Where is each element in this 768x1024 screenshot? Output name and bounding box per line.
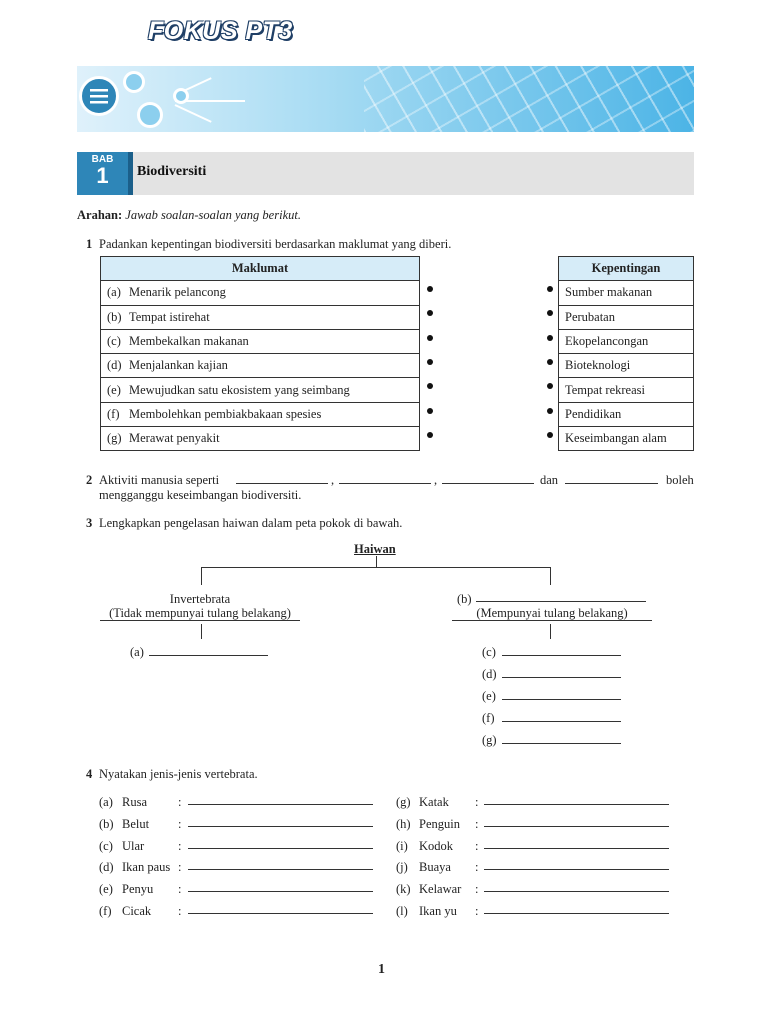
tree-right-item-label: (c) bbox=[482, 645, 496, 659]
maklumat-table bbox=[100, 256, 420, 451]
tree-right-item-label: (d) bbox=[482, 667, 497, 681]
tree-left-blank[interactable] bbox=[149, 655, 268, 656]
tree-right-sub: (Mempunyai tulang belakang) bbox=[476, 606, 628, 620]
banner-bubble bbox=[123, 71, 145, 93]
maklumat-row bbox=[101, 305, 420, 329]
maklumat-row bbox=[101, 402, 420, 426]
q4-item-blank[interactable] bbox=[484, 869, 669, 870]
q4-item-label: (g) bbox=[396, 795, 411, 809]
q4-item-colon: : bbox=[475, 904, 479, 918]
q4-item-label: (a) bbox=[99, 795, 113, 809]
q4-item-name: Penyu bbox=[122, 882, 154, 897]
q2-blank-3[interactable] bbox=[442, 483, 534, 484]
q2-blank-2[interactable] bbox=[339, 483, 431, 484]
q4-item-colon: : bbox=[178, 904, 182, 918]
page-number: 1 bbox=[378, 962, 385, 977]
q4-item-colon: : bbox=[475, 816, 479, 831]
q4-item-colon: : bbox=[178, 882, 182, 897]
q4-item-name: Ikan paus bbox=[122, 860, 171, 875]
menu-icon bbox=[79, 76, 119, 116]
q1-number: 1 bbox=[86, 237, 93, 251]
q4-item-blank[interactable] bbox=[188, 826, 373, 827]
kepentingan-row bbox=[559, 427, 694, 451]
maklumat-label: (f) bbox=[107, 406, 120, 421]
kepentingan-row bbox=[559, 354, 694, 378]
tree-line bbox=[201, 624, 202, 639]
banner-bubble bbox=[137, 102, 163, 128]
q4-item-blank[interactable] bbox=[484, 848, 669, 849]
chapter-bab-label: BAB bbox=[91, 154, 114, 165]
instructions-label: Arahan: bbox=[77, 208, 123, 222]
q2-number: 2 bbox=[86, 473, 93, 487]
tree-right-item-label: (e) bbox=[482, 689, 496, 703]
tree-right-item-blank[interactable] bbox=[502, 677, 621, 678]
kepentingan-table bbox=[558, 256, 694, 451]
maklumat-row bbox=[101, 354, 420, 378]
q4-item-label: (b) bbox=[99, 816, 114, 831]
tree-line bbox=[201, 567, 551, 568]
tree-right-item-label: (g) bbox=[482, 733, 497, 747]
q4-item-colon: : bbox=[475, 838, 479, 853]
q4-item-colon: : bbox=[475, 882, 479, 897]
kepentingan-row bbox=[559, 281, 694, 305]
maklumat-label: (a) bbox=[107, 285, 121, 300]
match-dot-left[interactable] bbox=[427, 335, 433, 341]
maklumat-header: Maklumat bbox=[101, 257, 420, 281]
tree-line bbox=[452, 620, 652, 621]
kepentingan-cell: Pendidikan bbox=[559, 402, 694, 426]
maklumat-text: Tempat istirehat bbox=[129, 309, 210, 324]
q3-text: Lengkapkan pengelasan haiwan dalam peta pokok di bawah. bbox=[99, 516, 403, 530]
match-dot-right[interactable] bbox=[547, 310, 553, 316]
q4-item-blank[interactable] bbox=[188, 913, 373, 914]
kepentingan-cell: Ekopelancongan bbox=[559, 329, 694, 353]
q4-item-colon: : bbox=[475, 795, 479, 809]
tree-line bbox=[550, 567, 551, 585]
maklumat-row bbox=[101, 281, 420, 305]
q4-item-colon: : bbox=[475, 860, 479, 875]
q4-item-name: Cicak bbox=[122, 904, 152, 918]
maklumat-text: Merawat penyakit bbox=[129, 431, 220, 446]
q4-item-label: (f) bbox=[99, 904, 112, 918]
match-dot-right[interactable] bbox=[547, 359, 553, 365]
maklumat-label: (d) bbox=[107, 358, 122, 373]
banner-grid-pattern bbox=[364, 66, 694, 132]
q1-text: Padankan kepentingan biodiversiti berdasarkan maklumat yang diberi. bbox=[99, 237, 452, 251]
q4-text: Nyatakan jenis-jenis vertebrata. bbox=[99, 767, 258, 781]
match-dot-right[interactable] bbox=[547, 408, 553, 414]
instructions-text: Jawab soalan-soalan yang berikut. bbox=[125, 208, 301, 222]
q4-item-blank[interactable] bbox=[484, 804, 669, 805]
q4-item-name: Buaya bbox=[419, 860, 451, 875]
tree-right-item-label: (f) bbox=[482, 711, 495, 725]
q4-number: 4 bbox=[86, 767, 93, 781]
tree-right-item-blank[interactable] bbox=[502, 721, 621, 722]
kepentingan-cell: Tempat rekreasi bbox=[559, 378, 694, 402]
maklumat-text: Menarik pelancong bbox=[129, 285, 226, 300]
q4-item-label: (l) bbox=[396, 904, 408, 918]
maklumat-cell bbox=[101, 427, 420, 451]
tree-left-title: Invertebrata bbox=[169, 592, 231, 606]
q4-item-name: Belut bbox=[122, 816, 150, 831]
maklumat-label: (e) bbox=[107, 382, 121, 397]
tree-right-item-blank[interactable] bbox=[502, 743, 621, 744]
q4-item-label: (j) bbox=[396, 860, 408, 875]
q2-comma-2: , bbox=[434, 473, 438, 487]
q4-item-label: (d) bbox=[99, 860, 114, 875]
kepentingan-cell: Keseimbangan alam bbox=[559, 427, 694, 451]
kepentingan-row bbox=[559, 329, 694, 353]
q4-item-name: Kodok bbox=[419, 838, 454, 853]
q4-item-label: (h) bbox=[396, 816, 411, 831]
q2-blank-4[interactable] bbox=[565, 483, 658, 484]
chapter-badge bbox=[77, 152, 133, 195]
kepentingan-row bbox=[559, 305, 694, 329]
q4-item-blank[interactable] bbox=[188, 804, 373, 805]
match-dot-right[interactable] bbox=[547, 286, 553, 292]
match-dot-left[interactable] bbox=[427, 432, 433, 438]
instructions bbox=[77, 207, 301, 223]
q4-item-blank[interactable] bbox=[484, 891, 669, 892]
maklumat-cell bbox=[101, 281, 420, 305]
kepentingan-row bbox=[559, 402, 694, 426]
tree-right-label: (b) bbox=[457, 592, 472, 606]
q4-item-name: Kelawar bbox=[419, 882, 462, 897]
tree-right-blank[interactable] bbox=[476, 601, 646, 602]
q4-item-blank[interactable] bbox=[484, 913, 669, 914]
q4-item-colon: : bbox=[178, 795, 182, 809]
kepentingan-cell: Bioteknologi bbox=[559, 354, 694, 378]
maklumat-cell bbox=[101, 329, 420, 353]
q4-item-colon: : bbox=[178, 860, 182, 875]
maklumat-cell bbox=[101, 378, 420, 402]
header-banner bbox=[77, 66, 694, 132]
maklumat-text: Menjalankan kajian bbox=[129, 358, 228, 373]
q3-number: 3 bbox=[86, 516, 93, 530]
q4-item-colon: : bbox=[178, 816, 182, 831]
maklumat-text: Mewujudkan satu ekosistem yang seimbang bbox=[129, 382, 350, 397]
q4-item-name: Ikan yu bbox=[419, 904, 457, 918]
q4-item-name: Rusa bbox=[122, 795, 147, 809]
maklumat-row bbox=[101, 329, 420, 353]
tree-line bbox=[201, 567, 202, 585]
kepentingan-row bbox=[559, 378, 694, 402]
chapter-title: Biodiversiti bbox=[137, 164, 207, 179]
q4-item-name: Ular bbox=[122, 838, 145, 853]
match-dot-left[interactable] bbox=[427, 408, 433, 414]
tree-right-item-blank[interactable] bbox=[502, 655, 621, 656]
maklumat-row bbox=[101, 378, 420, 402]
q4-item-label: (e) bbox=[99, 882, 113, 897]
q4-item-name: Penguin bbox=[419, 816, 460, 831]
q2-part1: Aktiviti manusia seperti bbox=[99, 473, 220, 487]
maklumat-row bbox=[101, 427, 420, 451]
tree-left-sub: (Tidak mempunyai tulang belakang) bbox=[109, 606, 291, 620]
maklumat-cell bbox=[101, 354, 420, 378]
chapter-number: 1 bbox=[96, 163, 109, 188]
q2-blank-1[interactable] bbox=[236, 483, 328, 484]
tree-line bbox=[376, 556, 377, 567]
q4-item-blank[interactable] bbox=[484, 826, 669, 827]
tree-line bbox=[100, 620, 300, 621]
maklumat-cell bbox=[101, 305, 420, 329]
q4-item-label: (c) bbox=[99, 838, 113, 853]
match-dot-left[interactable] bbox=[427, 286, 433, 292]
q2-and: dan bbox=[540, 473, 559, 487]
banner-title: FOKUS PT3 bbox=[148, 17, 293, 45]
maklumat-text: Membolehkan pembiakbakaan spesies bbox=[129, 406, 322, 421]
kepentingan-cell: Sumber makanan bbox=[559, 281, 694, 305]
maklumat-label: (c) bbox=[107, 334, 121, 349]
maklumat-label: (g) bbox=[107, 431, 122, 446]
q2-line2: mengganggu keseimbangan biodiversiti. bbox=[99, 488, 302, 502]
q4-item-name: Katak bbox=[419, 795, 449, 809]
match-dot-right[interactable] bbox=[547, 432, 553, 438]
tree-right-item-blank[interactable] bbox=[502, 699, 621, 700]
match-dot-left[interactable] bbox=[427, 383, 433, 389]
q2-part2: boleh bbox=[666, 473, 694, 487]
kepentingan-cell: Perubatan bbox=[559, 305, 694, 329]
match-dot-left[interactable] bbox=[427, 310, 433, 316]
q2-comma-1: , bbox=[331, 473, 335, 487]
q4-item-label: (k) bbox=[396, 882, 411, 897]
tree-left-blank-label: (a) bbox=[130, 645, 144, 659]
q4-item-colon: : bbox=[178, 838, 182, 853]
match-dot-right[interactable] bbox=[547, 383, 553, 389]
banner-connector bbox=[175, 104, 212, 123]
q4-item-blank[interactable] bbox=[188, 848, 373, 849]
q4-item-label: (i) bbox=[396, 838, 408, 853]
q4-item-blank[interactable] bbox=[188, 869, 373, 870]
tree-line bbox=[550, 624, 551, 639]
banner-bubble bbox=[173, 88, 189, 104]
match-dot-left[interactable] bbox=[427, 359, 433, 365]
maklumat-cell bbox=[101, 402, 420, 426]
match-dot-right[interactable] bbox=[547, 335, 553, 341]
q4-item-blank[interactable] bbox=[188, 891, 373, 892]
kepentingan-header: Kepentingan bbox=[559, 257, 694, 281]
maklumat-text: Membekalkan makanan bbox=[129, 334, 249, 349]
tree-root: Haiwan bbox=[354, 542, 396, 556]
maklumat-label: (b) bbox=[107, 309, 122, 324]
